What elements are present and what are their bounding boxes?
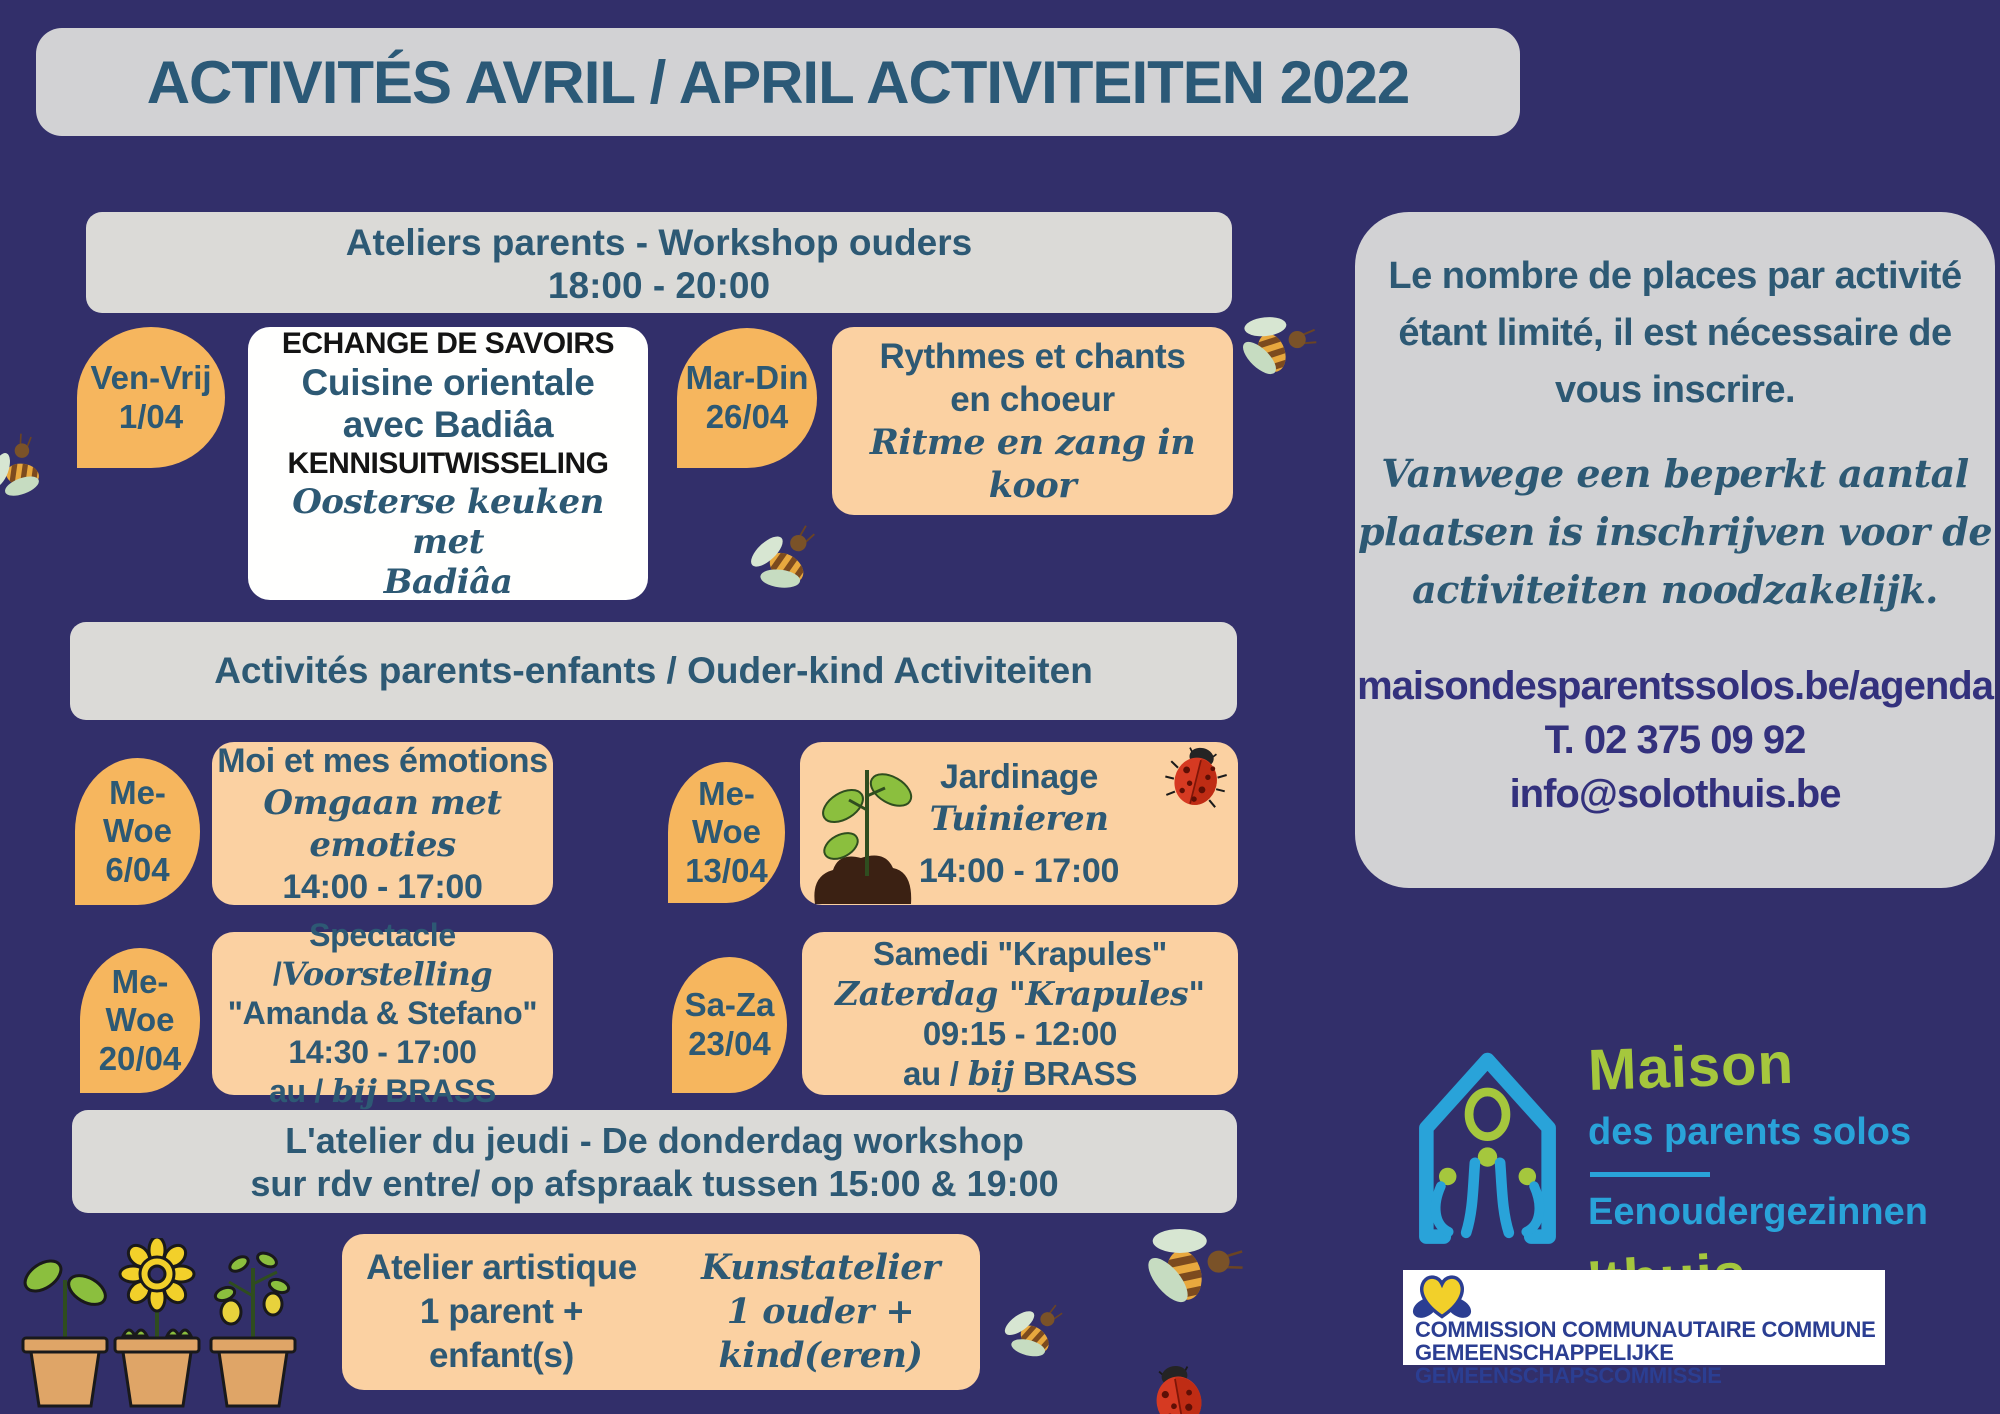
event-line: enfant(s) <box>428 1336 575 1375</box>
commission-line-nl: GEMEENSCHAPPELIJKE GEMEENSCHAPSCOMMISSIE <box>1415 1340 1722 1388</box>
info-line-nl: plaatsen is inschrijven voor de <box>1357 509 1993 554</box>
event-time: 09:15 - 12:00 <box>922 1014 1118 1052</box>
commission-banner <box>1403 1270 1885 1388</box>
date-label: Mar-Din <box>685 359 809 396</box>
event-time: 14:00 - 17:00 <box>918 851 1120 890</box>
event-line: Cuisine orientale <box>301 361 595 403</box>
info-french-block <box>1355 248 1995 419</box>
info-line: vous inscrire. <box>1554 369 1796 411</box>
event-location <box>802 1054 1238 1094</box>
date-value: 23/04 <box>688 1025 771 1062</box>
email-address: info@solothuis.be <box>1509 772 1841 816</box>
event-line: Moi et mes émotions <box>217 741 548 780</box>
event-line: Atelier artistique <box>366 1248 637 1287</box>
section-header-thursday <box>72 1110 1237 1213</box>
date-blob-choir <box>677 328 817 468</box>
date-label: Me-Woe <box>102 773 173 849</box>
date-label: Me-Woe <box>105 962 175 1038</box>
info-line: Le nombre de places par activité <box>1388 255 1962 297</box>
info-dutch-block <box>1355 445 1995 619</box>
event-line-nl: Omgaan met emoties <box>263 782 502 865</box>
flower-pots-icon <box>15 1238 300 1410</box>
section-parent-child-title: Activités parents-enfants / Ouder-kind Activiteiten <box>214 650 1093 691</box>
event-line: Rythmes et chants <box>879 337 1186 376</box>
event-title-nl: KENNISUITWISSELING <box>287 446 609 480</box>
commission-line-fr: COMMISSION COMMUNAUTAIRE COMMUNE <box>1415 1317 1876 1342</box>
bee-icon <box>998 1298 1070 1370</box>
event-location <box>212 1072 553 1111</box>
event-line <box>212 916 553 994</box>
logo-divider <box>1590 1172 1710 1177</box>
event-card-artistic <box>342 1234 980 1390</box>
event-line-nl: Zaterdag "Krapules" <box>835 973 1205 1013</box>
date-blob-gardening <box>668 762 785 903</box>
section-workshops-title: Ateliers parents - Workshop ouders <box>345 222 973 263</box>
contact-block <box>1355 659 1995 821</box>
event-time: 14:00 - 17:00 <box>282 867 483 906</box>
bee-icon <box>1120 1200 1255 1335</box>
section-thursday-subtitle: sur rdv entre/ op afspraak tussen 15:00 & 19:00 <box>250 1163 1059 1204</box>
event-title-fr: ECHANGE DE SAVOIRS <box>281 326 615 360</box>
date-value: 20/04 <box>98 1039 182 1077</box>
bee-icon <box>1223 296 1325 398</box>
event-line: "Amanda & Stefano" <box>227 995 538 1031</box>
date-blob-emotions <box>75 758 200 905</box>
section-thursday-title: L'atelier du jeudi - De donderdag workshop <box>285 1120 1024 1161</box>
house-family-icon <box>1405 1040 1570 1245</box>
date-value: 1/04 <box>118 397 184 435</box>
event-line-nl: Kunstatelier <box>701 1247 940 1288</box>
date-label: Ven-Vrij <box>90 358 212 396</box>
info-line-nl: activiteiten noodzakelijk. <box>1412 567 1938 612</box>
date-blob-krapules <box>672 957 787 1093</box>
event-line-nl: Voorstelling <box>281 955 493 993</box>
date-label: Me-Woe <box>691 774 762 850</box>
logo-name-fr: Maison <box>1586 1030 1795 1103</box>
website-url: maisondesparentssolos.be/agenda <box>1357 664 1993 708</box>
event-line: 1 parent + <box>419 1292 584 1331</box>
heart-flower-icon <box>1409 1272 1475 1320</box>
date-blob-exchange <box>77 327 225 468</box>
info-line: étant limité, il est nécessaire de <box>1398 312 1952 354</box>
section-header-workshops <box>86 212 1232 313</box>
location-name: BRASS <box>385 1073 496 1109</box>
event-line: Samedi "Krapules" <box>873 934 1167 972</box>
phone-number: T. 02 375 09 92 <box>1544 718 1806 762</box>
registration-info-panel <box>1355 212 1995 888</box>
event-line-nl: 1 ouder + <box>726 1291 915 1332</box>
location-name: BRASS <box>1023 1054 1138 1092</box>
event-line-nl: Tuinieren <box>929 798 1109 839</box>
event-line-nl: kind(eren) <box>718 1335 923 1376</box>
section-workshops-time: 18:00 - 20:00 <box>547 265 771 306</box>
event-card-exchange <box>248 327 648 600</box>
bee-icon <box>740 517 831 608</box>
date-value: 26/04 <box>705 398 789 435</box>
title-banner <box>36 28 1520 136</box>
logo-subtitle-nl: Eenoudergezinnen <box>1588 1191 1928 1233</box>
info-line-nl: Vanwege een beperkt aantal <box>1381 451 1969 496</box>
event-line-nl: Badiâa <box>383 561 513 602</box>
logo-subtitle-fr: des parents solos <box>1588 1111 1912 1153</box>
location-nl: bij <box>331 1072 377 1110</box>
date-value: 13/04 <box>685 851 768 889</box>
event-line: en choeur <box>950 380 1115 419</box>
event-line-nl: Ritme en zang in <box>869 422 1196 463</box>
ladybug-icon <box>1136 1354 1219 1414</box>
location-nl: bij <box>967 1053 1014 1093</box>
event-line-nl: koor <box>988 465 1077 506</box>
location-fr: au / <box>902 1054 959 1092</box>
date-blob-show <box>80 948 200 1093</box>
artistic-fr-column <box>342 1246 661 1378</box>
sprout-icon <box>805 748 930 904</box>
event-time: 14:30 - 17:00 <box>288 1034 477 1070</box>
date-value: 6/04 <box>105 850 170 888</box>
event-line-nl: Oosterse keuken met <box>292 481 604 562</box>
org-logo-text <box>1588 1030 1988 1305</box>
event-card-krapules <box>802 932 1238 1095</box>
event-line-fr: Spectacle / <box>272 917 456 992</box>
bee-icon <box>0 424 66 517</box>
artistic-nl-column <box>661 1246 980 1378</box>
event-line: avec Badiâa <box>342 403 554 445</box>
event-card-emotions <box>212 742 553 905</box>
event-line: Jardinage <box>940 757 1098 796</box>
section-header-parent-child <box>70 622 1237 720</box>
event-card-show <box>212 917 553 1110</box>
page-title: ACTIVITÉS AVRIL / APRIL ACTIVITEITEN 2022 <box>146 48 1410 116</box>
date-label: Sa-Za <box>684 986 775 1023</box>
event-card-choir <box>832 327 1233 515</box>
location-fr: au / <box>269 1073 323 1109</box>
